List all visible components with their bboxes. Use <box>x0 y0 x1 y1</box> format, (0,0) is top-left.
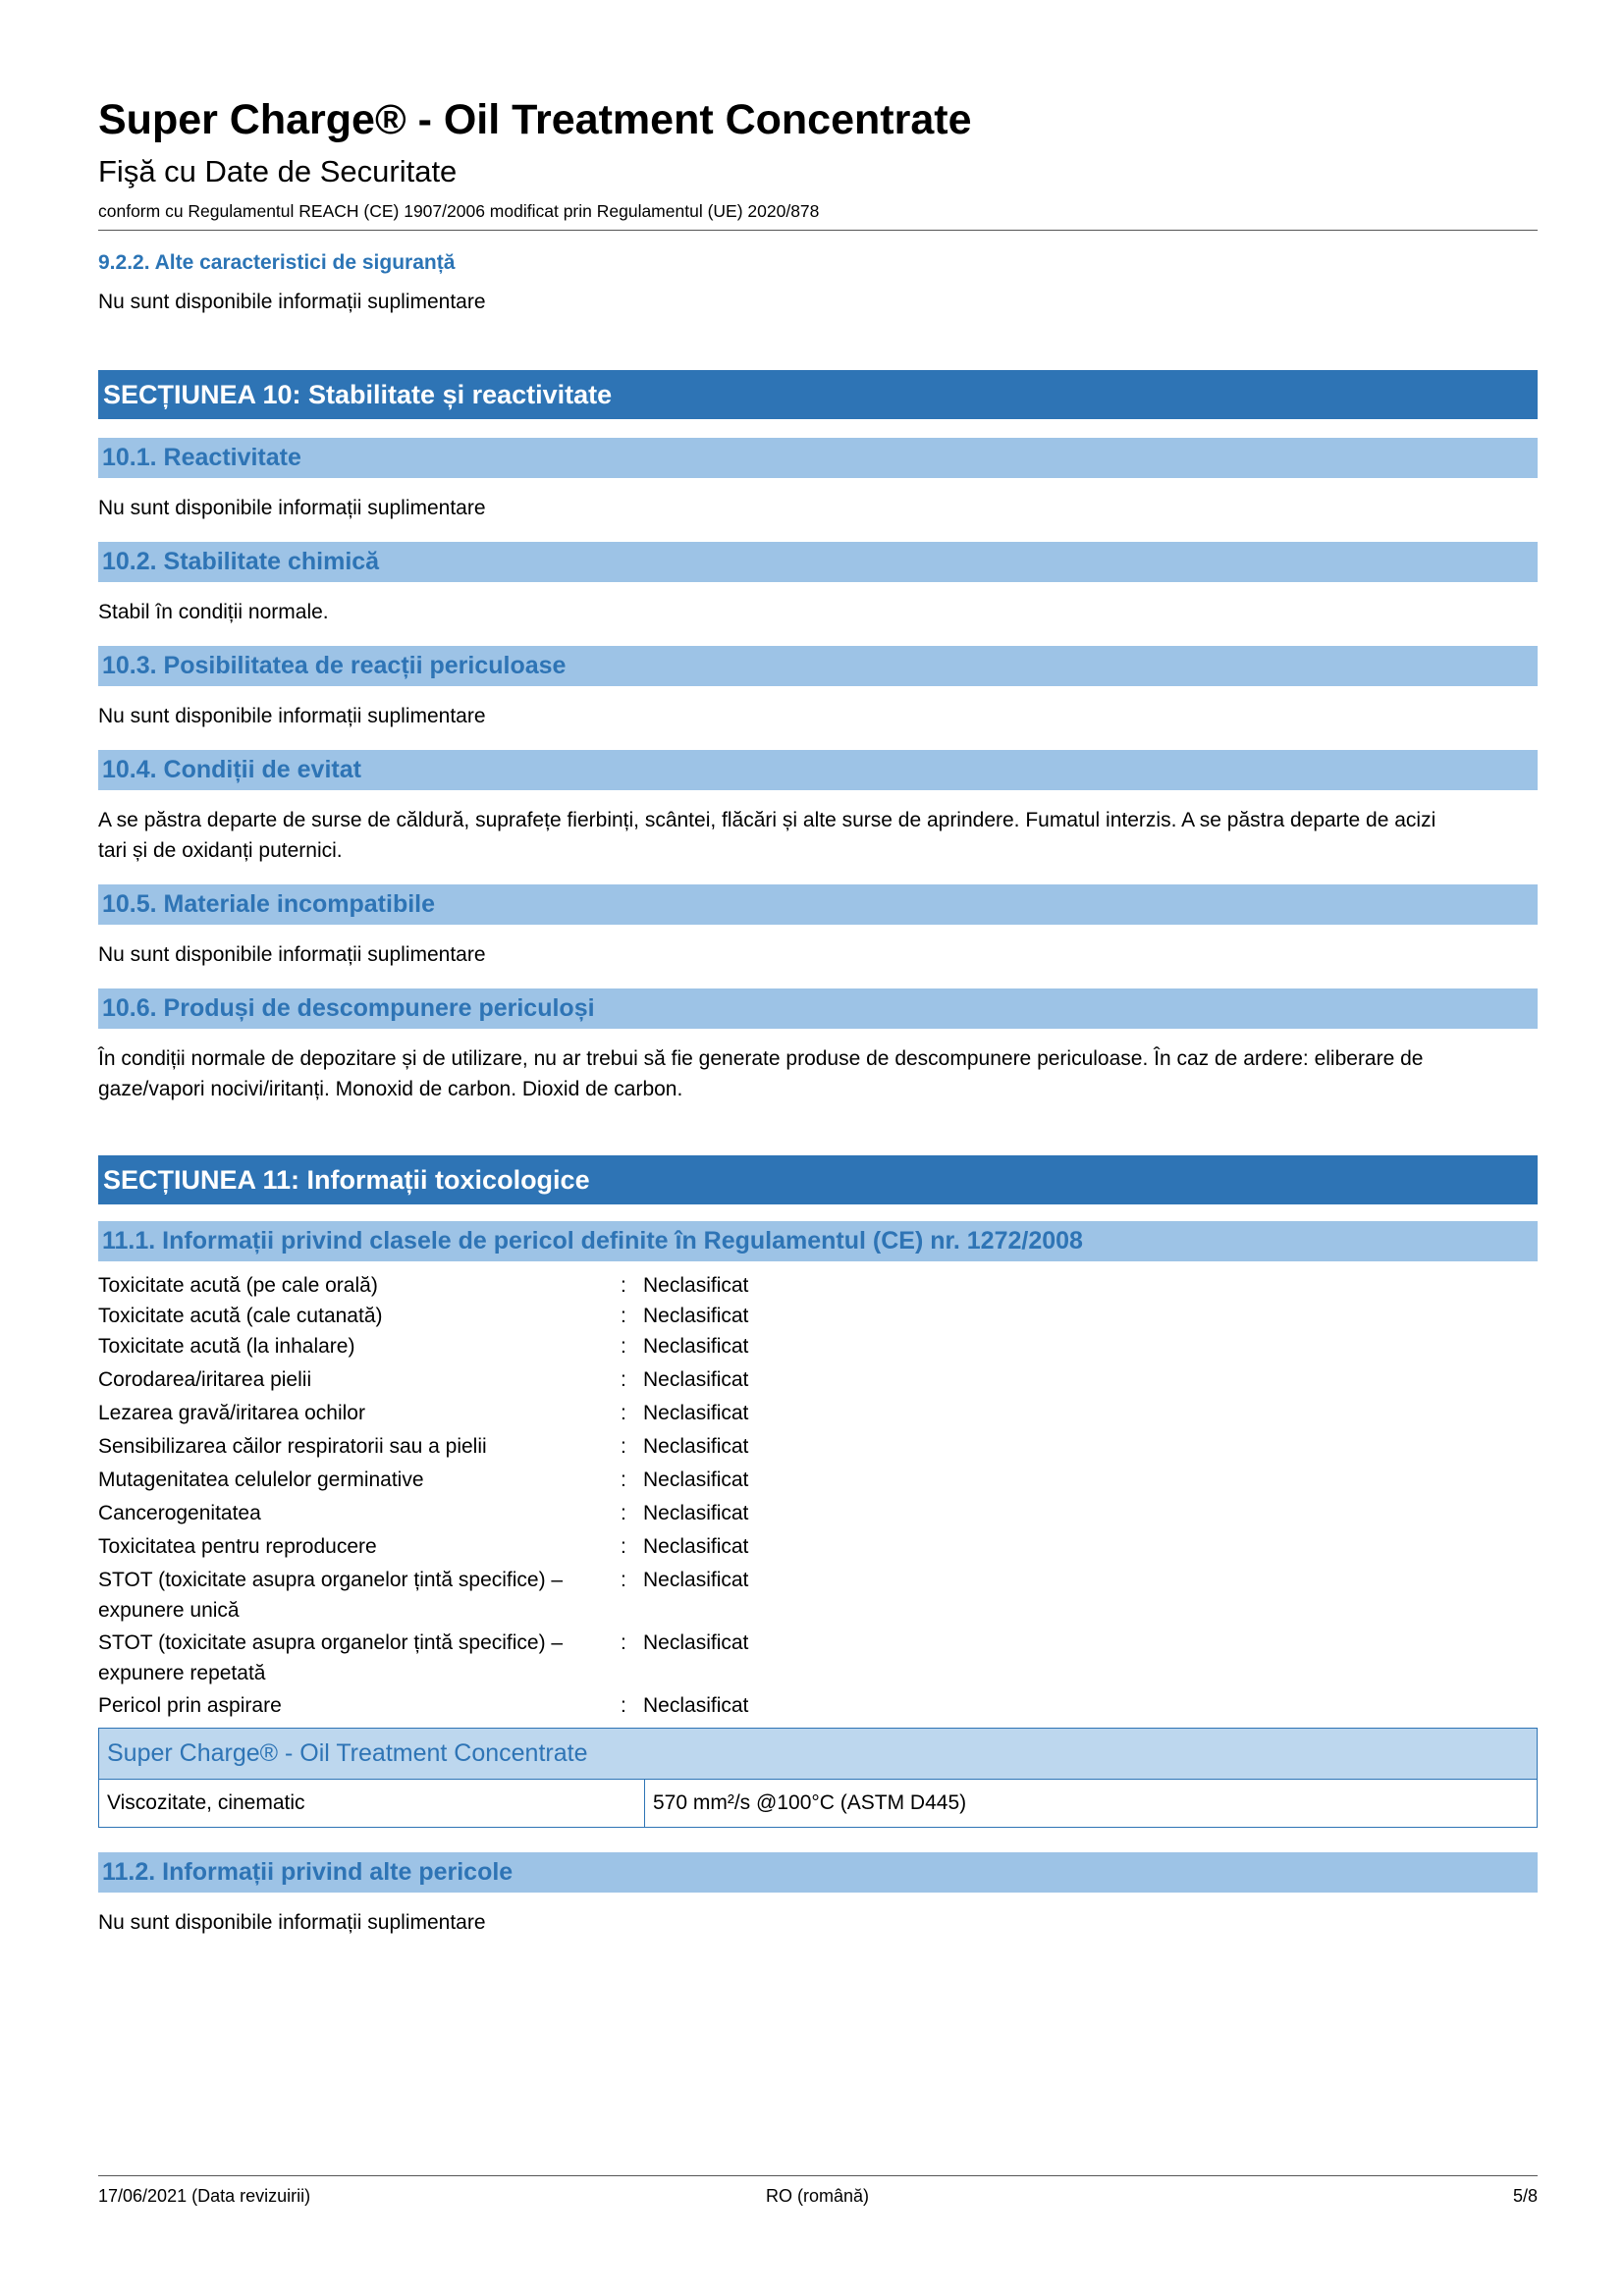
separator: : <box>621 1694 626 1717</box>
separator: : <box>621 1368 626 1391</box>
subsection-11-1-header: 11.1. Informații privind clasele de pericol definite în Regulamentul (CE) nr. 1272/2008 <box>98 1221 1538 1261</box>
regulation-note: conform cu Regulamentul REACH (CE) 1907/2006 modificat prin Regulamentul (UE) 2020/878 <box>98 201 820 221</box>
subsection-10-3-header: 10.3. Posibilitatea de reacții periculoase <box>98 646 1538 686</box>
tox-label: Toxicitate acută (la inhalare) <box>98 1335 355 1358</box>
subsection-11-2-header: 11.2. Informații privind alte pericole <box>98 1852 1538 1893</box>
subsection-10-4-header: 10.4. Condiții de evitat <box>98 750 1538 790</box>
separator: : <box>621 1435 626 1458</box>
document-title: Super Charge® - Oil Treatment Concentrate <box>98 96 972 143</box>
separator: : <box>621 1274 626 1297</box>
tox-value: Neclasificat <box>643 1502 749 1524</box>
tox-label: Toxicitatea pentru reproducere <box>98 1535 377 1558</box>
separator: : <box>621 1305 626 1327</box>
tox-label: Toxicitate acută (cale cutanată) <box>98 1305 383 1327</box>
separator: : <box>621 1335 626 1358</box>
property-label: Viscozitate, cinematic <box>107 1791 305 1814</box>
subsection-10-5-header: 10.5. Materiale incompatibile <box>98 884 1538 925</box>
product-property-table <box>98 1728 1538 1828</box>
tox-label: Corodarea/iritarea pielii <box>98 1368 312 1391</box>
document-subtitle: Fişă cu Date de Securitate <box>98 154 458 188</box>
subsection-10-4-text-line2: tari și de oxidanți puternici. <box>98 839 343 862</box>
tox-value: Neclasificat <box>643 1368 749 1391</box>
subsection-10-2-text: Stabil în condiții normale. <box>98 601 329 623</box>
subsection-10-6-header: 10.6. Produși de descompunere periculoși <box>98 988 1538 1029</box>
section-10-header: SECȚIUNEA 10: Stabilitate și reactivitate <box>98 370 1538 419</box>
subsection-9-2-2-text: Nu sunt disponibile informații suplimentare <box>98 291 486 313</box>
tox-value: Neclasificat <box>643 1305 749 1327</box>
subsection-10-6-text-line2: gaze/vapori nocivi/iritanți. Monoxid de carbon. Dioxid de carbon. <box>98 1078 683 1100</box>
tox-value: Neclasificat <box>643 1402 749 1424</box>
subsection-10-2-header: 10.2. Stabilitate chimică <box>98 542 1538 582</box>
tox-label: Lezarea gravă/iritarea ochilor <box>98 1402 365 1424</box>
tox-label: Sensibilizarea căilor respiratorii sau a pielii <box>98 1435 487 1458</box>
separator: : <box>621 1402 626 1424</box>
tox-value: Neclasificat <box>643 1468 749 1491</box>
property-value: 570 mm²/s @100°C (ASTM D445) <box>653 1791 967 1814</box>
tox-value: Neclasificat <box>643 1274 749 1297</box>
tox-label: Cancerogenitatea <box>98 1502 261 1524</box>
subsection-10-1-header: 10.1. Reactivitate <box>98 438 1538 478</box>
tox-label-line2: expunere unică <box>98 1599 240 1622</box>
tox-label-line1: STOT (toxicitate asupra organelor țintă specifice) – <box>98 1631 564 1654</box>
subsection-9-2-2-title: 9.2.2. Alte caracteristici de siguranță <box>98 251 456 274</box>
separator: : <box>621 1631 626 1654</box>
product-name-header: Super Charge® - Oil Treatment Concentrate <box>99 1729 1537 1780</box>
subsection-10-4-text-line1: A se păstra departe de surse de căldură, suprafețe fierbinți, scântei, flăcări și alte surse de aprindere. Fumatul interzis. A se păstra departe de acizi <box>98 809 1436 831</box>
tox-label <box>98 1565 619 1626</box>
footer-divider <box>98 2175 1538 2176</box>
tox-label-line1: STOT (toxicitate asupra organelor țintă specifice) – <box>98 1569 564 1591</box>
separator: : <box>621 1569 626 1591</box>
tox-label: Mutagenitatea celulelor germinative <box>98 1468 424 1491</box>
header-divider <box>98 230 1538 231</box>
revision-date: 17/06/2021 (Data revizuirii) <box>98 2186 311 2206</box>
sds-page <box>98 0 1538 2296</box>
subsection-10-3-text: Nu sunt disponibile informații suplimentare <box>98 705 486 727</box>
page-number: 5/8 <box>1512 2186 1538 2206</box>
tox-label: Toxicitate acută (pe cale orală) <box>98 1274 378 1297</box>
separator: : <box>621 1502 626 1524</box>
section-11-header: SECȚIUNEA 11: Informații toxicologice <box>98 1155 1538 1204</box>
subsection-10-6-text-line1: În condiții normale de depozitare și de utilizare, nu ar trebui să fie generate produse de descompunere periculoase. În caz de ardere: eliberare de <box>98 1047 1424 1070</box>
subsection-10-1-text: Nu sunt disponibile informații suplimentare <box>98 497 486 519</box>
subsection-11-2-text: Nu sunt disponibile informații suplimentare <box>98 1911 486 1934</box>
tox-label: Pericol prin aspirare <box>98 1694 282 1717</box>
tox-label-line2: expunere repetată <box>98 1662 266 1684</box>
language-label: RO (română) <box>766 2186 870 2206</box>
separator: : <box>621 1535 626 1558</box>
tox-value: Neclasificat <box>643 1631 749 1654</box>
tox-value: Neclasificat <box>643 1535 749 1558</box>
tox-label <box>98 1628 619 1688</box>
tox-value: Neclasificat <box>643 1435 749 1458</box>
separator: : <box>621 1468 626 1491</box>
tox-value: Neclasificat <box>643 1569 749 1591</box>
column-divider <box>644 1780 645 1827</box>
subsection-10-5-text: Nu sunt disponibile informații suplimentare <box>98 943 486 966</box>
tox-value: Neclasificat <box>643 1694 749 1717</box>
tox-value: Neclasificat <box>643 1335 749 1358</box>
